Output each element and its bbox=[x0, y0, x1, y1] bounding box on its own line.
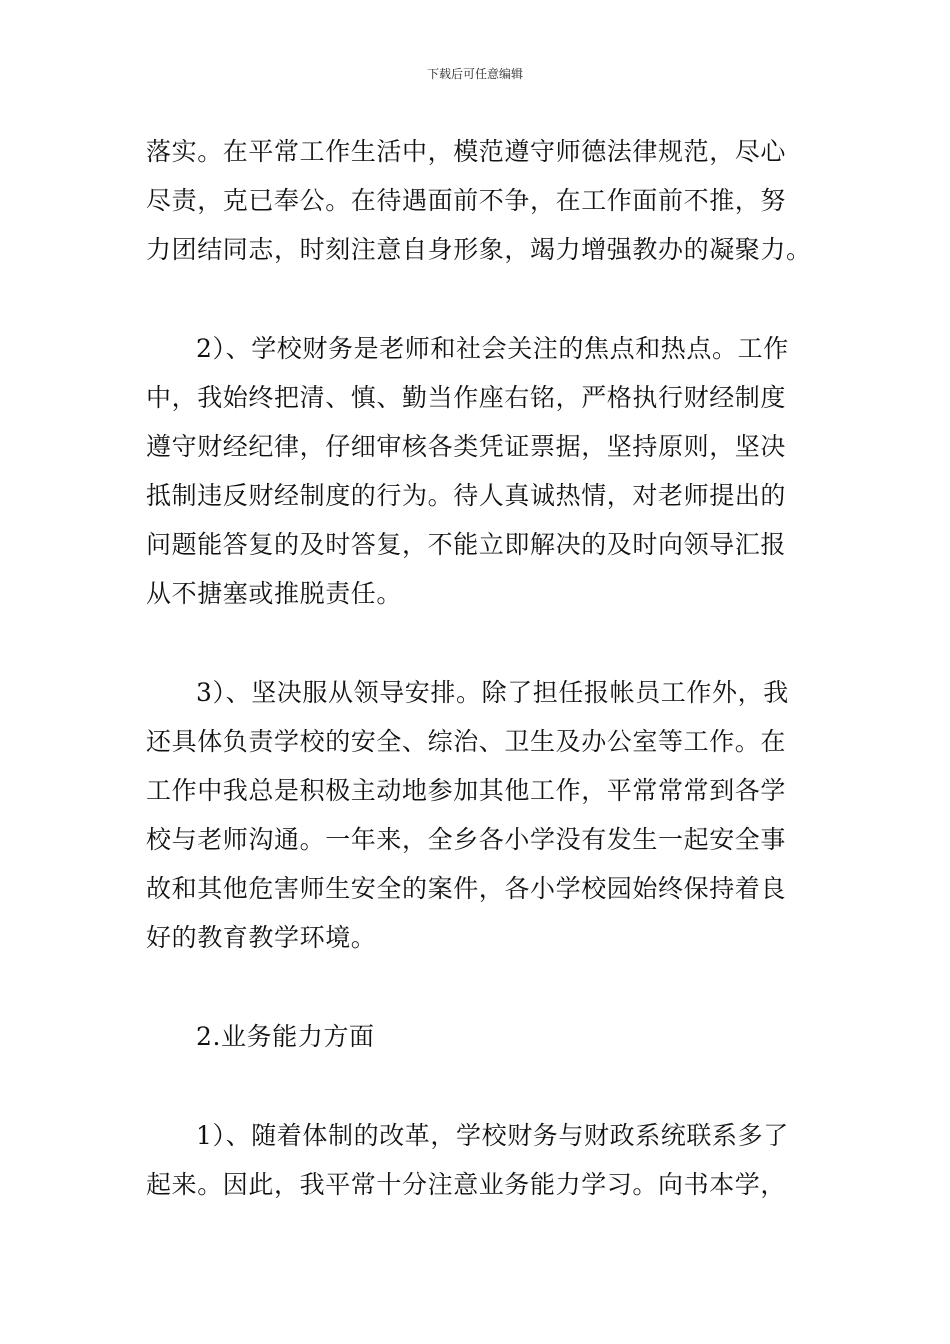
document-body bbox=[146, 127, 810, 1209]
paragraph-gap bbox=[146, 274, 810, 324]
section-heading-text: 2.业务能力方面 bbox=[196, 1022, 375, 1051]
paragraph-gap bbox=[146, 618, 810, 668]
paragraph-gap bbox=[146, 1061, 810, 1111]
text-line: 1）、随着体制的改革，学校财务与财政系统联系多了 bbox=[196, 1121, 789, 1150]
paragraph-item-1-ability bbox=[146, 1111, 810, 1209]
paragraph-item-3-duties bbox=[146, 668, 810, 962]
paragraph-gap bbox=[146, 962, 810, 1012]
text-line: 中，我始终把清、慎、勤当作座右铭，严格执行财经制度 bbox=[146, 383, 787, 412]
text-line: 尽责，克已奉公。在待遇面前不争，在工作面前不推，努 bbox=[146, 186, 787, 215]
page-header: 下载后可任意编辑 bbox=[426, 67, 523, 81]
text-line: 抵制违反财经制度的行为。待人真诚热情，对老师提出的 bbox=[146, 481, 787, 510]
paragraph-conduct-continued bbox=[146, 127, 810, 274]
text-line: 还具体负责学校的安全、综治、卫生及办公室等工作。在 bbox=[146, 727, 787, 756]
text-line: 问题能答复的及时答复，不能立即解决的及时向领导汇报 bbox=[146, 530, 787, 559]
text-line: 力团结同志，时刻注意自身形象，竭力增强教办的凝聚力。 bbox=[146, 235, 812, 264]
paragraph-item-2-finance bbox=[146, 324, 810, 618]
text-line: 3）、坚决服从领导安排。除了担任报帐员工作外，我 bbox=[196, 678, 789, 707]
text-line: 好的教育教学环境。 bbox=[146, 923, 377, 952]
text-line: 工作中我总是积极主动地参加其他工作，平常常常到各学 bbox=[146, 776, 787, 805]
text-line: 遵守财经纪律，仔细审核各类凭证票据，坚持原则，坚决 bbox=[146, 432, 787, 461]
text-line: 故和其他危害师生安全的案件，各小学校园始终保持着良 bbox=[146, 874, 787, 903]
text-line: 落实。在平常工作生活中，模范遵守师德法律规范，尽心 bbox=[146, 137, 787, 166]
text-line: 2）、学校财务是老师和社会关注的焦点和热点。工作 bbox=[196, 334, 789, 363]
text-line: 校与老师沟通。一年来，全乡各小学没有发生一起安全事 bbox=[146, 825, 787, 854]
text-line: 起来。因此，我平常十分注意业务能力学习。向书本学， bbox=[146, 1170, 787, 1199]
text-line: 从不搪塞或推脱责任。 bbox=[146, 579, 403, 608]
section-heading bbox=[146, 1012, 810, 1061]
